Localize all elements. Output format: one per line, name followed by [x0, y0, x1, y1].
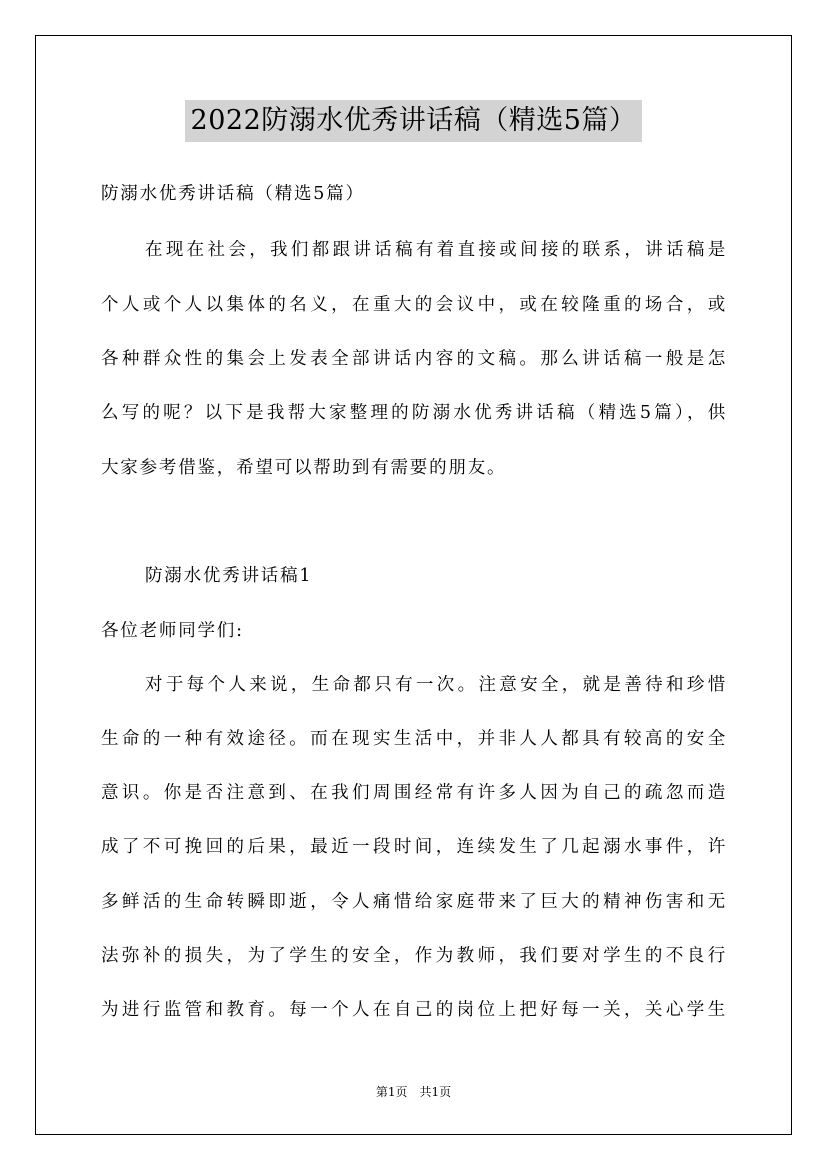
document-title: 2022防溺水优秀讲话稿（精选5篇）	[185, 100, 643, 142]
body-line: 对于每个人来说，生命都只有一次。注意安全，就是善待和珍惜	[145, 675, 727, 695]
body-line: 意识。你是否注意到、在我们周围经常有许多人因为自己的疏忽而造	[101, 783, 727, 803]
title-container	[0, 100, 827, 142]
intro-line: 个人或个人以集体的名义，在重大的会议中，或在较隆重的场合，或	[101, 295, 727, 315]
section-heading: 防溺水优秀讲话稿1	[145, 566, 313, 586]
page-number-footer: 第1页 共1页	[375, 1085, 452, 1099]
intro-line: 各种群众性的集会上发表全部讲话内容的文稿。那么讲话稿一般是怎	[101, 349, 727, 369]
body-line: 成了不可挽回的后果，最近一段时间，连续发生了几起溺水事件，许	[101, 837, 727, 857]
body-line: 多鲜活的生命转瞬即逝，令人痛惜给家庭带来了巨大的精神伤害和无	[101, 892, 727, 912]
intro-line: 么写的呢？以下是我帮大家整理的防溺水优秀讲话稿（精选5篇），供	[101, 403, 727, 423]
salutation: 各位老师同学们:	[101, 621, 244, 641]
body-line: 为进行监管和教育。每一个人在自己的岗位上把好每一关，关心学生	[101, 1000, 727, 1020]
intro-line: 大家参考借鉴，希望可以帮助到有需要的朋友。	[101, 458, 507, 478]
intro-line: 在现在社会，我们都跟讲话稿有着直接或间接的联系，讲话稿是	[145, 240, 727, 260]
document-subtitle: 防溺水优秀讲话稿（精选5篇）	[101, 184, 365, 204]
body-line: 法弥补的损失，为了学生的安全，作为教师，我们要对学生的不良行	[101, 946, 727, 966]
body-line: 生命的一种有效途径。而在现实生活中，并非人人都具有较高的安全	[101, 729, 727, 749]
